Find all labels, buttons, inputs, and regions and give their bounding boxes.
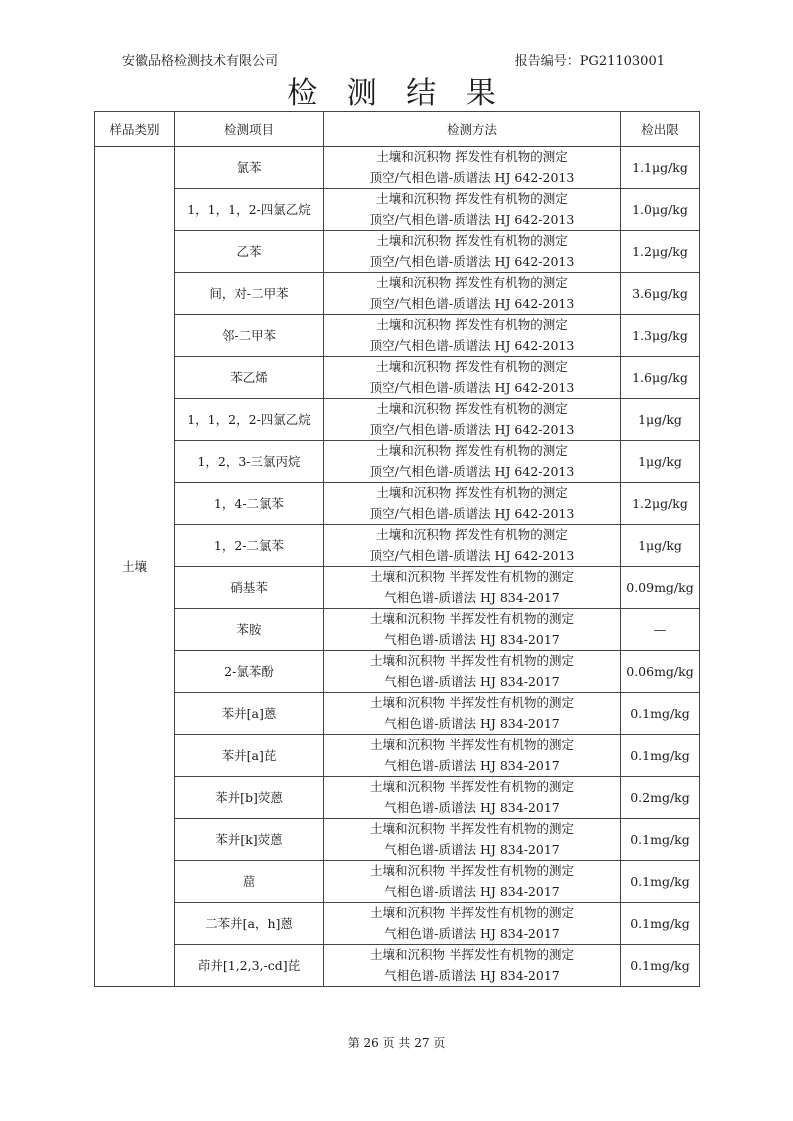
report-number: 报告编号：PG21103001 bbox=[514, 54, 665, 69]
table-row bbox=[95, 861, 700, 903]
test-method-cell bbox=[324, 441, 621, 483]
method-line-1: 土壤和沉积物 挥发性有机物的测定 bbox=[376, 359, 568, 374]
table-row bbox=[95, 609, 700, 651]
test-item-cell: 1，1，2，2-四氯乙烷 bbox=[175, 399, 324, 441]
method-line-2: 顶空/气相色谱-质谱法 HJ 642-2013 bbox=[369, 505, 575, 521]
detection-limit-cell: 1μg/kg bbox=[621, 399, 700, 441]
detection-limit-cell: 1μg/kg bbox=[621, 525, 700, 567]
method-line-1: 土壤和沉积物 挥发性有机物的测定 bbox=[376, 233, 568, 248]
method-line-2: 顶空/气相色谱-质谱法 HJ 642-2013 bbox=[369, 337, 575, 353]
detection-limit-cell: 1μg/kg bbox=[621, 441, 700, 483]
test-item-cell: 苯并[b]荧蒽 bbox=[175, 777, 324, 819]
method-line-1: 土壤和沉积物 半挥发性有机物的测定 bbox=[370, 653, 574, 668]
detection-limit-cell: 1.6μg/kg bbox=[621, 357, 700, 399]
test-method-cell bbox=[324, 147, 621, 189]
column-header-method: 检测方法 bbox=[324, 112, 621, 147]
detection-limit-cell: — bbox=[621, 609, 700, 651]
table-row bbox=[95, 651, 700, 693]
method-line-1: 土壤和沉积物 挥发性有机物的测定 bbox=[376, 443, 568, 458]
column-header-item: 检测项目 bbox=[175, 112, 324, 147]
method-line-1: 土壤和沉积物 挥发性有机物的测定 bbox=[376, 527, 568, 542]
test-method-cell bbox=[324, 525, 621, 567]
method-line-2: 气相色谱-质谱法 HJ 834-2017 bbox=[384, 883, 560, 899]
detection-limit-cell: 0.09mg/kg bbox=[621, 567, 700, 609]
test-method-cell bbox=[324, 735, 621, 777]
test-method-cell bbox=[324, 189, 621, 231]
detection-limit-cell: 0.1mg/kg bbox=[621, 819, 700, 861]
method-line-1: 土壤和沉积物 挥发性有机物的测定 bbox=[376, 317, 568, 332]
column-header-category: 样品类别 bbox=[95, 112, 175, 147]
method-line-2: 气相色谱-质谱法 HJ 834-2017 bbox=[384, 967, 560, 983]
table-row bbox=[95, 357, 700, 399]
test-item-cell: 1，2，3-三氯丙烷 bbox=[175, 441, 324, 483]
method-line-1: 土壤和沉积物 半挥发性有机物的测定 bbox=[370, 611, 574, 626]
test-method-cell bbox=[324, 483, 621, 525]
method-line-1: 土壤和沉积物 半挥发性有机物的测定 bbox=[370, 737, 574, 752]
method-line-2: 气相色谱-质谱法 HJ 834-2017 bbox=[384, 715, 560, 731]
test-item-cell: 苯并[a]蒽 bbox=[175, 693, 324, 735]
method-line-2: 气相色谱-质谱法 HJ 834-2017 bbox=[384, 841, 560, 857]
test-item-cell: 氯苯 bbox=[175, 147, 324, 189]
test-item-cell: 苯胺 bbox=[175, 609, 324, 651]
test-item-cell: 1，2-二氯苯 bbox=[175, 525, 324, 567]
test-method-cell bbox=[324, 777, 621, 819]
table-row bbox=[95, 525, 700, 567]
method-line-2: 气相色谱-质谱法 HJ 834-2017 bbox=[384, 631, 560, 647]
method-line-1: 土壤和沉积物 半挥发性有机物的测定 bbox=[370, 905, 574, 920]
test-method-cell bbox=[324, 231, 621, 273]
method-line-2: 气相色谱-质谱法 HJ 834-2017 bbox=[384, 589, 560, 605]
test-item-cell: 苯乙烯 bbox=[175, 357, 324, 399]
test-method-cell bbox=[324, 651, 621, 693]
table-row bbox=[95, 189, 700, 231]
results-table bbox=[94, 111, 700, 987]
test-method-cell bbox=[324, 567, 621, 609]
table-row bbox=[95, 441, 700, 483]
method-line-1: 土壤和沉积物 半挥发性有机物的测定 bbox=[370, 779, 574, 794]
table-row bbox=[95, 273, 700, 315]
test-method-cell bbox=[324, 861, 621, 903]
page-number: 第 26 页 共 27 页 bbox=[347, 1036, 446, 1050]
table-row bbox=[95, 693, 700, 735]
method-line-2: 顶空/气相色谱-质谱法 HJ 642-2013 bbox=[369, 379, 575, 395]
method-line-2: 顶空/气相色谱-质谱法 HJ 642-2013 bbox=[369, 211, 575, 227]
detection-limit-cell: 0.1mg/kg bbox=[621, 735, 700, 777]
detection-limit-cell: 3.6μg/kg bbox=[621, 273, 700, 315]
method-line-2: 顶空/气相色谱-质谱法 HJ 642-2013 bbox=[369, 463, 575, 479]
method-line-2: 顶空/气相色谱-质谱法 HJ 642-2013 bbox=[369, 421, 575, 437]
method-line-2: 顶空/气相色谱-质谱法 HJ 642-2013 bbox=[369, 169, 575, 185]
table-row bbox=[95, 777, 700, 819]
test-item-cell: 硝基苯 bbox=[175, 567, 324, 609]
table-row bbox=[95, 903, 700, 945]
test-item-cell: 茚并[1,2,3,-cd]芘 bbox=[175, 945, 324, 987]
detection-limit-cell: 1.3μg/kg bbox=[621, 315, 700, 357]
detection-limit-cell: 1.2μg/kg bbox=[621, 483, 700, 525]
method-line-1: 土壤和沉积物 半挥发性有机物的测定 bbox=[370, 821, 574, 836]
method-line-1: 土壤和沉积物 半挥发性有机物的测定 bbox=[370, 695, 574, 710]
method-line-1: 土壤和沉积物 挥发性有机物的测定 bbox=[376, 191, 568, 206]
test-item-cell: 苯并[k]荧蒽 bbox=[175, 819, 324, 861]
method-line-2: 顶空/气相色谱-质谱法 HJ 642-2013 bbox=[369, 253, 575, 269]
table-header-row bbox=[95, 112, 700, 147]
method-line-1: 土壤和沉积物 半挥发性有机物的测定 bbox=[370, 947, 574, 962]
test-method-cell bbox=[324, 819, 621, 861]
method-line-2: 气相色谱-质谱法 HJ 834-2017 bbox=[384, 757, 560, 773]
detection-limit-cell: 0.1mg/kg bbox=[621, 693, 700, 735]
table-body bbox=[95, 147, 700, 987]
method-line-1: 土壤和沉积物 挥发性有机物的测定 bbox=[376, 149, 568, 164]
column-header-limit: 检出限 bbox=[621, 112, 700, 147]
method-line-2: 顶空/气相色谱-质谱法 HJ 642-2013 bbox=[369, 547, 575, 563]
test-method-cell bbox=[324, 903, 621, 945]
company-name: 安徽品格检测技术有限公司 bbox=[122, 54, 279, 69]
test-item-cell: 邻-二甲苯 bbox=[175, 315, 324, 357]
test-method-cell bbox=[324, 945, 621, 987]
test-method-cell bbox=[324, 315, 621, 357]
method-line-1: 土壤和沉积物 半挥发性有机物的测定 bbox=[370, 863, 574, 878]
test-method-cell bbox=[324, 357, 621, 399]
table-row bbox=[95, 735, 700, 777]
table-row bbox=[95, 483, 700, 525]
method-line-1: 土壤和沉积物 挥发性有机物的测定 bbox=[376, 275, 568, 290]
test-method-cell bbox=[324, 609, 621, 651]
test-item-cell: 二苯并[a，h]蒽 bbox=[175, 903, 324, 945]
test-item-cell: 间，对-二甲苯 bbox=[175, 273, 324, 315]
table-row bbox=[95, 567, 700, 609]
method-line-1: 土壤和沉积物 挥发性有机物的测定 bbox=[376, 485, 568, 500]
detection-limit-cell: 1.0μg/kg bbox=[621, 189, 700, 231]
page-title: 检 测 结 果 bbox=[287, 76, 506, 111]
detection-limit-cell: 0.06mg/kg bbox=[621, 651, 700, 693]
test-item-cell: 苯并[a]芘 bbox=[175, 735, 324, 777]
test-item-cell: 1，4-二氯苯 bbox=[175, 483, 324, 525]
test-item-cell: 䓛 bbox=[175, 861, 324, 903]
test-method-cell bbox=[324, 693, 621, 735]
table-row bbox=[95, 231, 700, 273]
table-row bbox=[95, 147, 700, 189]
method-line-2: 顶空/气相色谱-质谱法 HJ 642-2013 bbox=[369, 295, 575, 311]
detection-limit-cell: 1.1μg/kg bbox=[621, 147, 700, 189]
detection-limit-cell: 0.1mg/kg bbox=[621, 945, 700, 987]
detection-limit-cell: 0.1mg/kg bbox=[621, 861, 700, 903]
table-row bbox=[95, 819, 700, 861]
test-item-cell: 1，1，1，2-四氯乙烷 bbox=[175, 189, 324, 231]
table-row bbox=[95, 399, 700, 441]
table-row bbox=[95, 315, 700, 357]
method-line-2: 气相色谱-质谱法 HJ 834-2017 bbox=[384, 799, 560, 815]
detection-limit-cell: 0.1mg/kg bbox=[621, 903, 700, 945]
method-line-1: 土壤和沉积物 挥发性有机物的测定 bbox=[376, 401, 568, 416]
detection-limit-cell: 0.2mg/kg bbox=[621, 777, 700, 819]
test-method-cell bbox=[324, 399, 621, 441]
detection-limit-cell: 1.2μg/kg bbox=[621, 231, 700, 273]
test-item-cell: 2-氯苯酚 bbox=[175, 651, 324, 693]
test-method-cell bbox=[324, 273, 621, 315]
method-line-2: 气相色谱-质谱法 HJ 834-2017 bbox=[384, 925, 560, 941]
sample-category-cell: 土壤 bbox=[95, 147, 175, 987]
test-item-cell: 乙苯 bbox=[175, 231, 324, 273]
method-line-2: 气相色谱-质谱法 HJ 834-2017 bbox=[384, 673, 560, 689]
method-line-1: 土壤和沉积物 半挥发性有机物的测定 bbox=[370, 569, 574, 584]
table-row bbox=[95, 945, 700, 987]
